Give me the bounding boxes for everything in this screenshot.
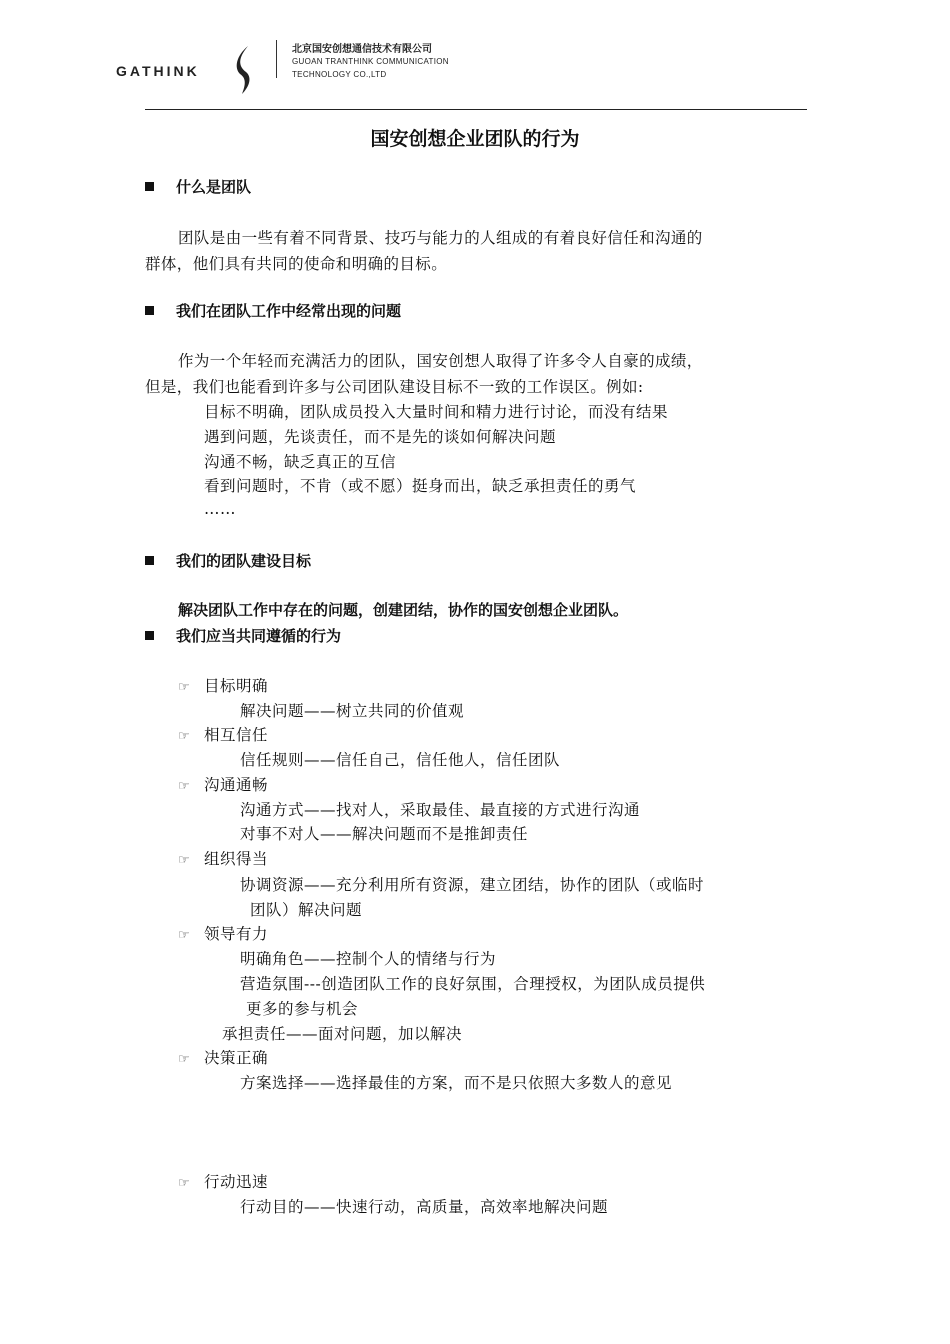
- pointing-hand-icon: ☞: [178, 779, 191, 794]
- paragraph-line: 团队是由一些有着不同背景、技巧与能力的人组成的有着良好信任和沟通的: [178, 229, 703, 247]
- behavior-sub-item: 承担责任——面对问题，加以解决: [222, 1025, 463, 1043]
- behavior-group-label: ☞ 目标明确: [178, 677, 269, 695]
- behavior-sub-item-continuation: 团队）解决问题: [250, 901, 363, 919]
- paragraph-line: 群体，他们具有共同的使命和明确的目标。: [145, 255, 448, 273]
- behavior-sub-item: 行动目的——快速行动，高质量，高效率地解决问题: [240, 1198, 609, 1216]
- header-rule: [145, 109, 807, 110]
- paragraph-line: 但是，我们也能看到许多与公司团队建设目标不一致的工作误区。例如:: [145, 378, 644, 396]
- pointing-hand-icon: ☞: [178, 1176, 191, 1191]
- company-name-en-line1: GUOAN TRANTHINK COMMUNICATION: [292, 57, 449, 66]
- list-item: 沟通不畅，缺乏真正的互信: [204, 453, 397, 471]
- square-bullet-icon: [145, 556, 154, 565]
- pointing-hand-icon: ☞: [178, 680, 191, 695]
- paragraph-line: 作为一个年轻而充满活力的团队，国安创想人取得了许多令人自豪的成绩，: [178, 352, 703, 370]
- behavior-group-label: ☞ 领导有力: [178, 925, 269, 943]
- behavior-sub-item: 沟通方式——找对人，采取最佳、最直接的方式进行沟通: [240, 801, 641, 819]
- behavior-group-label: ☞ 沟通通畅: [178, 776, 269, 794]
- pointing-hand-icon: ☞: [178, 729, 191, 744]
- behavior-sub-item: 明确角色——控制个人的情绪与行为: [240, 950, 497, 968]
- behavior-sub-item-continuation: 更多的参与机会: [246, 1000, 359, 1018]
- pointing-hand-icon: ☞: [178, 1052, 191, 1067]
- page-title: 国安创想企业团队的行为: [370, 128, 580, 150]
- company-name-cn: 北京国安创想通信技术有限公司: [292, 44, 432, 55]
- behavior-sub-item: 方案选择——选择最佳的方案，而不是只依照大多数人的意见: [240, 1074, 673, 1092]
- square-bullet-icon: [145, 631, 154, 640]
- behavior-group-label: ☞ 行动迅速: [178, 1173, 269, 1191]
- section-heading-behaviors: 我们应当共同遵循的行为: [145, 625, 341, 646]
- section-heading-problems: 我们在团队工作中经常出现的问题: [145, 300, 401, 321]
- company-logo-icon: [232, 44, 256, 96]
- behavior-sub-item: 对事不对人——解决问题而不是推卸责任: [240, 825, 529, 843]
- list-item: 看到问题时，不肯（或不愿）挺身而出，缺乏承担责任的勇气: [204, 477, 637, 495]
- section-heading-goal: 我们的团队建设目标: [145, 550, 311, 571]
- company-logo-wordmark: GATHINK: [116, 63, 200, 79]
- company-name-en-line2: TECHNOLOGY CO.,LTD: [292, 70, 387, 79]
- square-bullet-icon: [145, 306, 154, 315]
- behavior-sub-item: 营造氛围---创造团队工作的良好氛围，合理授权，为团队成员提供: [240, 975, 706, 993]
- section-heading-what-is-team: 什么是团队: [145, 176, 251, 197]
- behavior-sub-item: 协调资源——充分利用所有资源，建立团结，协作的团队（或临时: [240, 876, 705, 894]
- goal-statement: 解决团队工作中存在的问题，创建团结，协作的国安创想企业团队。: [178, 601, 629, 619]
- behavior-group-label: ☞ 组织得当: [178, 850, 269, 868]
- behavior-group-label: ☞ 决策正确: [178, 1049, 269, 1067]
- behavior-group-label: ☞ 相互信任: [178, 726, 269, 744]
- list-item: 遇到问题，先谈责任，而不是先的谈如何解决问题: [204, 428, 557, 446]
- header-divider: [276, 40, 277, 78]
- pointing-hand-icon: ☞: [178, 853, 191, 868]
- behavior-sub-item: 解决问题——树立共同的价值观: [240, 702, 465, 720]
- behavior-sub-item: 信任规则——信任自己，信任他人，信任团队: [240, 751, 561, 769]
- pointing-hand-icon: ☞: [178, 928, 191, 943]
- list-item: ……: [204, 500, 236, 518]
- square-bullet-icon: [145, 182, 154, 191]
- list-item: 目标不明确，团队成员投入大量时间和精力进行讨论，而没有结果: [204, 403, 669, 421]
